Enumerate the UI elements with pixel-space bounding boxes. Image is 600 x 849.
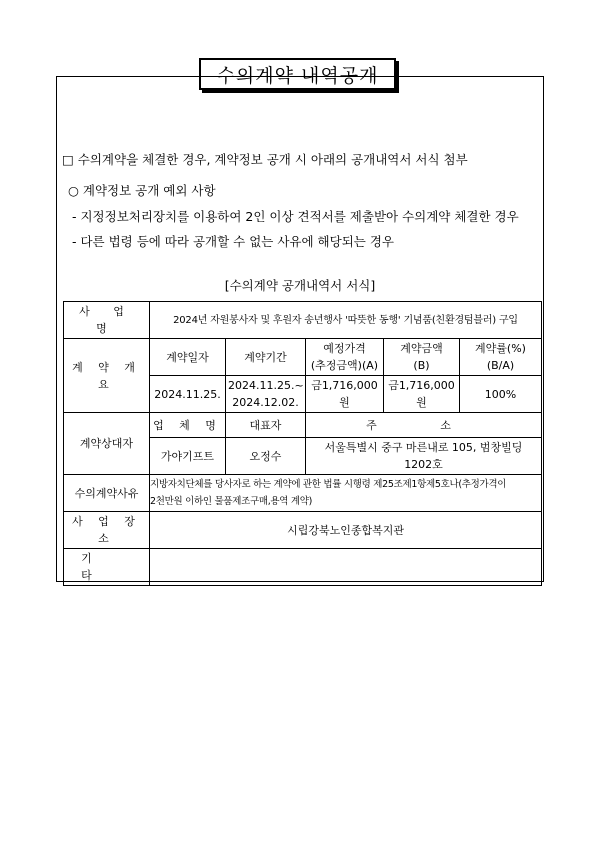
address-value: 서울특별시 중구 마른내로 105, 범창빌딩 1202호 (306, 438, 542, 475)
etc-label: 기 타 (64, 549, 150, 586)
contract-overview-label: 계 약 개 요 (64, 339, 150, 413)
reason-value: 지방자치단체를 당사자로 하는 계약에 관한 법률 시행령 제25조제1항제5호나(추정가격이 2천만원 이하인 물품제조구매,용역 계약) (150, 475, 542, 512)
main-bullet-text: □ 수의계약을 체결한 경우, 계약정보 공개 시 아래의 공개내역서 서식 첨부 (62, 152, 468, 167)
project-name-label: 사 업 명 (64, 302, 150, 339)
table-row-location (64, 512, 542, 549)
estimated-price-value: 금1,716,000원 (306, 376, 384, 413)
estimated-price-header: 예정가격 (추정금액)(A) (306, 339, 384, 376)
contract-rate-header: 계약률(%) (B/A) (460, 339, 542, 376)
contract-date-header: 계약일자 (150, 339, 226, 376)
document-title: 수의계약 내역공개 (199, 58, 396, 90)
contract-period-header: 계약기간 (226, 339, 306, 376)
representative-value: 오정수 (226, 438, 306, 475)
contract-period-value: 2024.11.25.~ 2024.12.02. (226, 376, 306, 413)
disclosure-table (63, 301, 542, 586)
contract-rate-value: 100% (460, 376, 542, 413)
counterparty-label: 계약상대자 (64, 413, 150, 475)
form-title: [수의계약 공개내역서 서식] (224, 278, 376, 293)
contract-amount-value: 금1,716,000원 (384, 376, 460, 413)
table-row-etc (64, 549, 542, 586)
company-header: 업 체 명 (150, 413, 226, 438)
project-name-value: 2024년 자원봉사자 및 후원자 송년행사 '따뜻한 동행' 기념품(친환경텀블러) 구입 (150, 302, 542, 339)
reason-label: 수의계약사유 (64, 475, 150, 512)
exception-heading: ○ 계약정보 공개 예외 사항 (68, 183, 216, 198)
company-value: 가야기프트 (150, 438, 226, 475)
address-header: 주 소 (306, 413, 542, 438)
exception-item-1: - 지정정보처리장치를 이용하여 2인 이상 견적서를 제출받아 수의계약 체결한 경우 (72, 209, 519, 224)
representative-header: 대표자 (226, 413, 306, 438)
table-row-contract-headers (64, 339, 542, 376)
etc-value (150, 549, 542, 586)
table-row-reason (64, 475, 542, 512)
location-label: 사 업 장 소 (64, 512, 150, 549)
table-row-counterparty-headers (64, 413, 542, 438)
location-value: 시립강북노인종합복지관 (150, 512, 542, 549)
contract-date-value: 2024.11.25. (150, 376, 226, 413)
table-row-project-name (64, 302, 542, 339)
exception-item-2: - 다른 법령 등에 따라 공개할 수 없는 사유에 해당되는 경우 (72, 234, 394, 249)
contract-amount-header: 계약금액 (B) (384, 339, 460, 376)
